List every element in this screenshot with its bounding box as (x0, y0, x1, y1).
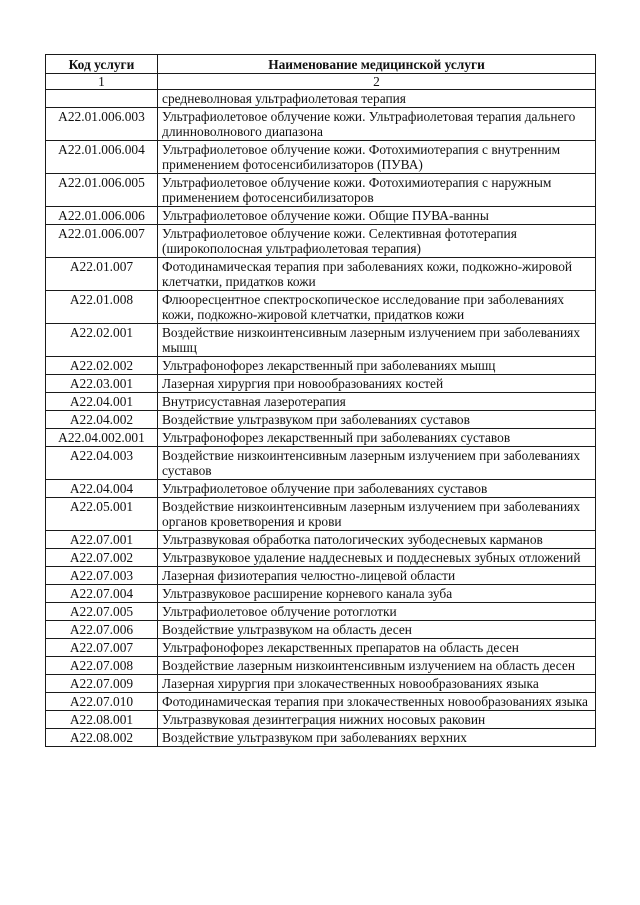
service-name: Ультрафонофорез лекарственный при заболеваниях мышц (158, 357, 596, 375)
table-row (46, 447, 596, 480)
service-name: Лазерная хирургия при новообразованиях костей (158, 375, 596, 393)
table-row (46, 621, 596, 639)
table-row (46, 141, 596, 174)
service-name: Воздействие ультразвуком при заболеваниях суставов (158, 411, 596, 429)
table-row (46, 324, 596, 357)
table-row (46, 207, 596, 225)
table-row (46, 549, 596, 567)
table-row (46, 657, 596, 675)
table-row (46, 291, 596, 324)
service-code: A22.07.003 (46, 567, 158, 585)
service-code: A22.04.004 (46, 480, 158, 498)
table-row (46, 174, 596, 207)
service-name: Ультрафонофорез лекарственных препаратов на область десен (158, 639, 596, 657)
service-name: Воздействие низкоинтенсивным лазерным излучением при заболеваниях мышц (158, 324, 596, 357)
service-name: Ультразвуковое удаление наддесневых и поддесневых зубных отложений (158, 549, 596, 567)
table-row (46, 375, 596, 393)
service-code: A22.08.001 (46, 711, 158, 729)
column-number-name: 2 (158, 74, 596, 90)
table-row (46, 693, 596, 711)
table-row (46, 108, 596, 141)
service-code: A22.04.002 (46, 411, 158, 429)
table-row (46, 567, 596, 585)
service-code: A22.03.001 (46, 375, 158, 393)
service-name: Ультразвуковое расширение корневого канала зуба (158, 585, 596, 603)
service-name: Ультразвуковая дезинтеграция нижних носовых раковин (158, 711, 596, 729)
table-body (46, 90, 596, 747)
service-name: Воздействие ультразвуком при заболеваниях верхних (158, 729, 596, 747)
service-name: Лазерная физиотерапия челюстно-лицевой области (158, 567, 596, 585)
service-code: A22.07.008 (46, 657, 158, 675)
column-number-row (46, 74, 596, 90)
service-code: A22.07.010 (46, 693, 158, 711)
table-row (46, 675, 596, 693)
service-code: A22.07.001 (46, 531, 158, 549)
table-row (46, 729, 596, 747)
service-name: Фотодинамическая терапия при заболеваниях кожи, подкожно-жировой клетчатки, придатков кожи (158, 258, 596, 291)
service-code: A22.01.007 (46, 258, 158, 291)
table-row (46, 603, 596, 621)
table-row (46, 393, 596, 411)
service-name: Ультрафиолетовое облучение ротоглотки (158, 603, 596, 621)
service-code: A22.04.003 (46, 447, 158, 480)
service-code: A22.01.006.005 (46, 174, 158, 207)
service-code: A22.07.002 (46, 549, 158, 567)
service-code: A22.01.006.006 (46, 207, 158, 225)
table-row (46, 531, 596, 549)
table-row (46, 480, 596, 498)
table-row (46, 411, 596, 429)
service-code: A22.01.006.003 (46, 108, 158, 141)
service-name: Воздействие низкоинтенсивным лазерным излучением при заболеваниях органов кроветворения и крови (158, 498, 596, 531)
service-code: A22.04.002.001 (46, 429, 158, 447)
service-name: Внутрисуставная лазеротерапия (158, 393, 596, 411)
service-name: Ультразвуковая обработка патологических зубодесневых карманов (158, 531, 596, 549)
table-row (46, 225, 596, 258)
service-code: A22.07.009 (46, 675, 158, 693)
service-code: A22.01.006.004 (46, 141, 158, 174)
header-name: Наименование медицинской услуги (158, 55, 596, 74)
service-name: Ультрафиолетовое облучение кожи. Селективная фототерапия (широкополосная ультрафиолетовая терапия) (158, 225, 596, 258)
table-row (46, 711, 596, 729)
service-code: A22.07.005 (46, 603, 158, 621)
service-name: Лазерная хирургия при злокачественных новообразованиях языка (158, 675, 596, 693)
column-number-code: 1 (46, 74, 158, 90)
service-name: Ультрафиолетовое облучение кожи. Общие ПУВА-ванны (158, 207, 596, 225)
service-code: A22.02.001 (46, 324, 158, 357)
service-name: средневолновая ультрафиолетовая терапия (158, 90, 596, 108)
service-code: A22.07.006 (46, 621, 158, 639)
table-row (46, 357, 596, 375)
service-name: Ультрафиолетовое облучение при заболеваниях суставов (158, 480, 596, 498)
service-name: Флюоресцентное спектроскопическое исследование при заболеваниях кожи, подкожно-жировой клетчатки, придатков кожи (158, 291, 596, 324)
table-row (46, 585, 596, 603)
service-code: A22.01.008 (46, 291, 158, 324)
service-name: Ультрафиолетовое облучение кожи. Фотохимиотерапия с внутренним применением фотосенсибилизаторов (ПУВА) (158, 141, 596, 174)
service-name: Воздействие ультразвуком на область десен (158, 621, 596, 639)
service-code: A22.05.001 (46, 498, 158, 531)
service-code: A22.02.002 (46, 357, 158, 375)
service-code: A22.04.001 (46, 393, 158, 411)
service-code: A22.01.006.007 (46, 225, 158, 258)
service-name: Ультрафонофорез лекарственный при заболеваниях суставов (158, 429, 596, 447)
service-code (46, 90, 158, 108)
table-row (46, 90, 596, 108)
service-name: Воздействие низкоинтенсивным лазерным излучением при заболеваниях суставов (158, 447, 596, 480)
service-name: Воздействие лазерным низкоинтенсивным излучением на область десен (158, 657, 596, 675)
table-row (46, 639, 596, 657)
service-name: Ультрафиолетовое облучение кожи. Фотохимиотерапия с наружным применением фотосенсибилизаторов (158, 174, 596, 207)
medical-services-table (45, 54, 596, 747)
table-row (46, 498, 596, 531)
table-row (46, 258, 596, 291)
service-name: Фотодинамическая терапия при злокачественных новообразованиях языка (158, 693, 596, 711)
service-code: A22.08.002 (46, 729, 158, 747)
service-name: Ультрафиолетовое облучение кожи. Ультрафиолетовая терапия дальнего длинноволнового диапазона (158, 108, 596, 141)
service-code: A22.07.004 (46, 585, 158, 603)
header-code: Код услуги (46, 55, 158, 74)
header-row (46, 55, 596, 74)
table-row (46, 429, 596, 447)
service-code: A22.07.007 (46, 639, 158, 657)
document-page (45, 54, 595, 747)
